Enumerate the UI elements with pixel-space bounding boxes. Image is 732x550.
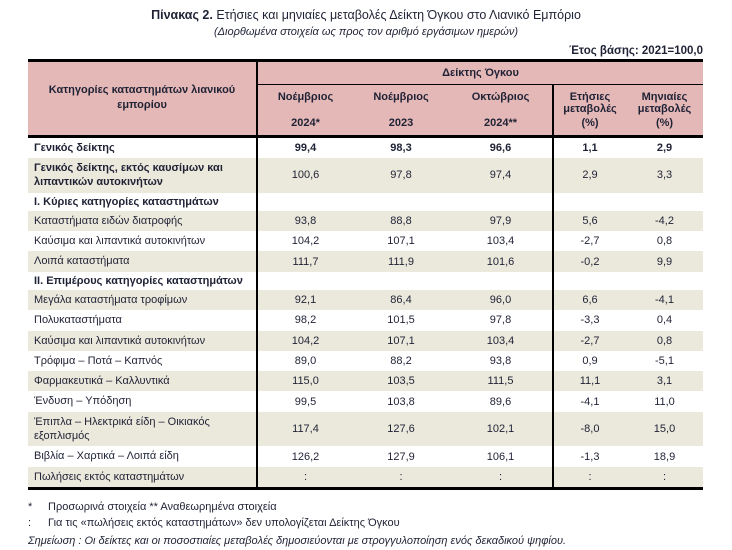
table-row bbox=[28, 231, 703, 251]
table-row bbox=[28, 351, 703, 371]
cell-value: 127,9 bbox=[387, 450, 415, 463]
cell-value: 107,1 bbox=[387, 235, 415, 248]
cell-value: 103,4 bbox=[449, 231, 553, 251]
cell-value: 100,6 bbox=[291, 169, 320, 182]
cell-value: 0,9 bbox=[582, 355, 598, 368]
table-header bbox=[28, 60, 703, 136]
cell-value: : bbox=[449, 467, 553, 489]
cell-value: 111,5 bbox=[449, 371, 553, 391]
cell-value: -2,7 bbox=[580, 334, 600, 347]
column-header-top: Οκτώβριος bbox=[471, 90, 530, 103]
table-row bbox=[28, 211, 703, 231]
column-header-top: Μηνιαίες μεταβολές bbox=[637, 90, 692, 116]
cell-value: 98,2 bbox=[294, 314, 317, 327]
cell-value: 117,4 bbox=[292, 423, 319, 436]
table-row bbox=[28, 193, 703, 211]
row-label: Καταστήματα ειδών διατροφής bbox=[28, 211, 257, 231]
cell-value: 18,9 bbox=[653, 450, 676, 463]
cell-value bbox=[257, 272, 353, 290]
cell-value: : bbox=[303, 470, 308, 483]
title-text: Ετήσιες και μηνιαίες μεταβολές Δείκτη Όγκου στο Λιανικό Εμπόριο bbox=[212, 8, 581, 22]
cell-value: 93,8 bbox=[294, 214, 317, 227]
base-year-label: Έτος βάσης: 2021=100,0 bbox=[569, 44, 703, 57]
row-label: Μεγάλα καταστήματα τροφίμων bbox=[28, 290, 257, 310]
column-header-bottom: (%) bbox=[581, 116, 599, 129]
cell-value: 98,3 bbox=[390, 141, 412, 154]
footnote-text: Προσωρινά στοιχεία ** Αναθεωρημένα στοιχεία bbox=[48, 500, 277, 513]
column-header bbox=[553, 84, 626, 136]
row-label: Καύσιμα και λιπαντικά αυτοκινήτων bbox=[28, 331, 257, 351]
cell-value: 97,4 bbox=[449, 158, 553, 193]
row-header-cell: Κατηγορίες καταστημάτων λιανικού εμπορίου bbox=[28, 60, 257, 136]
cell-value bbox=[449, 193, 553, 211]
cell-value bbox=[449, 272, 553, 290]
row-label: Τρόφιμα – Ποτά – Καπνός bbox=[28, 351, 257, 371]
cell-value: 99,4 bbox=[294, 141, 317, 154]
row-label: Έπιπλα – Ηλεκτρικά είδη – Οικιακός εξοπλισμός bbox=[28, 412, 257, 447]
footnote-provisional bbox=[28, 500, 718, 516]
row-label: ΙΙ. Επιμέρους κατηγορίες καταστημάτων bbox=[28, 272, 257, 290]
cell-value: 2,9 bbox=[582, 169, 598, 182]
cell-value bbox=[626, 272, 703, 290]
row-label: Λοιπά καταστήματα bbox=[28, 251, 257, 271]
header-row-group bbox=[28, 60, 703, 84]
cell-value: 103,4 bbox=[449, 331, 553, 351]
footnote-text: Για τις «πωλήσεις εκτός καταστημάτων» δεν υπολογίζεται Δείκτης Όγκου bbox=[48, 516, 400, 529]
cell-value: 1,1 bbox=[582, 141, 598, 154]
cell-value: 104,2 bbox=[291, 334, 320, 347]
row-label: Πολυκαταστήματα bbox=[28, 310, 257, 330]
row-label: Ι. Κύριες κατηγορίες καταστημάτων bbox=[28, 193, 257, 211]
rounding-note: Σημείωση : Οι δείκτες και οι ποσοστιαίες μεταβολές δημοσιεύονται με στρογγυλοποίηση ενός δεκαδικού ψηφίου. bbox=[28, 534, 567, 547]
table-row bbox=[28, 158, 703, 193]
cell-value: -5,1 bbox=[655, 355, 674, 368]
row-label: Γενικός δείκτης bbox=[28, 136, 257, 158]
cell-value: 103,5 bbox=[387, 375, 415, 388]
cell-value: -4,1 bbox=[655, 294, 674, 307]
cell-value: 127,6 bbox=[387, 423, 415, 436]
footnotes bbox=[28, 500, 718, 550]
cell-value: 101,6 bbox=[449, 251, 553, 271]
cell-value: 88,8 bbox=[390, 214, 412, 227]
row-label: Πωλήσεις εκτός καταστημάτων bbox=[28, 467, 257, 489]
cell-value: : bbox=[588, 470, 592, 483]
table-row bbox=[28, 310, 703, 330]
column-header-bottom: 2024** bbox=[483, 116, 518, 129]
footnote-colon bbox=[28, 516, 718, 532]
cell-value bbox=[553, 193, 626, 211]
cell-value bbox=[257, 193, 353, 211]
cell-value: 126,2 bbox=[291, 450, 320, 463]
cell-value bbox=[353, 193, 449, 211]
cell-value: 102,1 bbox=[449, 412, 553, 447]
cell-value: -4,1 bbox=[580, 395, 600, 408]
cell-value: 92,1 bbox=[294, 294, 317, 307]
column-header bbox=[449, 84, 553, 136]
cell-value: 89,6 bbox=[449, 391, 553, 411]
cell-value: -3,3 bbox=[580, 314, 600, 327]
cell-value: 88,2 bbox=[390, 355, 412, 368]
cell-value: 11,1 bbox=[579, 375, 601, 388]
cell-value: -2,7 bbox=[580, 235, 600, 248]
table-row bbox=[28, 251, 703, 271]
column-header-top: Ετήσιες μεταβολές bbox=[563, 90, 617, 116]
column-header-top: Νοέμβριος bbox=[373, 90, 429, 103]
cell-value: 89,0 bbox=[294, 355, 317, 368]
cell-value: 106,1 bbox=[449, 446, 553, 466]
cell-value: 111,7 bbox=[292, 255, 319, 268]
group-header-cell: Δείκτης Όγκου bbox=[257, 60, 703, 84]
cell-value: 111,9 bbox=[388, 255, 414, 268]
row-label: Ένδυση – Υπόδηση bbox=[28, 391, 257, 411]
cell-value: 15,0 bbox=[653, 423, 676, 436]
column-header-bottom: 2023 bbox=[388, 116, 414, 129]
column-header bbox=[257, 84, 353, 136]
cell-value: 115,0 bbox=[292, 375, 319, 388]
column-header-bottom: (%) bbox=[655, 116, 674, 129]
table-number: Πίνακας 2. bbox=[151, 8, 213, 22]
cell-value: 103,8 bbox=[387, 395, 415, 408]
table-row bbox=[28, 136, 703, 158]
cell-value: 97,8 bbox=[449, 310, 553, 330]
cell-value: : bbox=[399, 470, 403, 483]
table-row bbox=[28, 446, 703, 466]
table-row bbox=[28, 467, 703, 489]
footnote-marker: * bbox=[28, 500, 33, 513]
table-row bbox=[28, 272, 703, 290]
cell-value: 96,6 bbox=[449, 136, 553, 158]
cell-value: 97,8 bbox=[390, 169, 412, 182]
page-subtitle: (Διορθωμένα στοιχεία ως προς τον αριθμό εργάσιμων ημερών) bbox=[213, 25, 518, 38]
cell-value: 3,1 bbox=[656, 375, 673, 388]
volume-index-table bbox=[28, 59, 703, 490]
cell-value: 101,5 bbox=[387, 314, 415, 327]
cell-value: 96,0 bbox=[449, 290, 553, 310]
cell-value bbox=[353, 272, 449, 290]
cell-value: 0,4 bbox=[656, 314, 673, 327]
cell-value: -1,3 bbox=[580, 450, 600, 463]
table-row bbox=[28, 290, 703, 310]
cell-value: -0,2 bbox=[580, 255, 600, 268]
cell-value: 93,8 bbox=[449, 351, 553, 371]
footnote-marker: : bbox=[28, 516, 32, 529]
table-row bbox=[28, 391, 703, 411]
cell-value: 2,9 bbox=[656, 141, 673, 154]
row-label: Βιβλία – Χαρτικά – Λοιπά είδη bbox=[28, 446, 257, 466]
cell-value: 9,9 bbox=[656, 255, 673, 268]
cell-value: 99,5 bbox=[294, 395, 317, 408]
cell-value: 107,1 bbox=[387, 334, 415, 347]
cell-value bbox=[553, 272, 626, 290]
column-header-top: Νοέμβριος bbox=[277, 90, 334, 103]
cell-value: 97,9 bbox=[449, 211, 553, 231]
table-row bbox=[28, 412, 703, 447]
column-header bbox=[626, 84, 703, 136]
cell-value: 11,0 bbox=[654, 395, 675, 408]
table-row bbox=[28, 331, 703, 351]
cell-value bbox=[626, 193, 703, 211]
table-row bbox=[28, 371, 703, 391]
row-label: Γενικός δείκτης, εκτός καυσίμων και λιπαντικών αυτοκινήτων bbox=[28, 158, 257, 193]
cell-value: 0,8 bbox=[656, 235, 673, 248]
column-header-bottom: 2024* bbox=[291, 116, 320, 129]
cell-value: 5,6 bbox=[582, 214, 598, 227]
page-title bbox=[0, 8, 732, 24]
column-header bbox=[353, 84, 449, 136]
row-label: Καύσιμα και λιπαντικά αυτοκινήτων bbox=[28, 231, 257, 251]
table-body bbox=[28, 136, 703, 488]
cell-value: 104,2 bbox=[291, 235, 320, 248]
row-label: Φαρμακευτικά – Καλλυντικά bbox=[28, 371, 257, 391]
cell-value: -8,0 bbox=[580, 423, 600, 436]
cell-value: : bbox=[662, 470, 667, 483]
cell-value: -4,2 bbox=[655, 214, 674, 227]
cell-value: 6,6 bbox=[582, 294, 598, 307]
cell-value: 0,8 bbox=[656, 334, 673, 347]
cell-value: 3,3 bbox=[656, 169, 673, 182]
cell-value: 86,4 bbox=[390, 294, 412, 307]
